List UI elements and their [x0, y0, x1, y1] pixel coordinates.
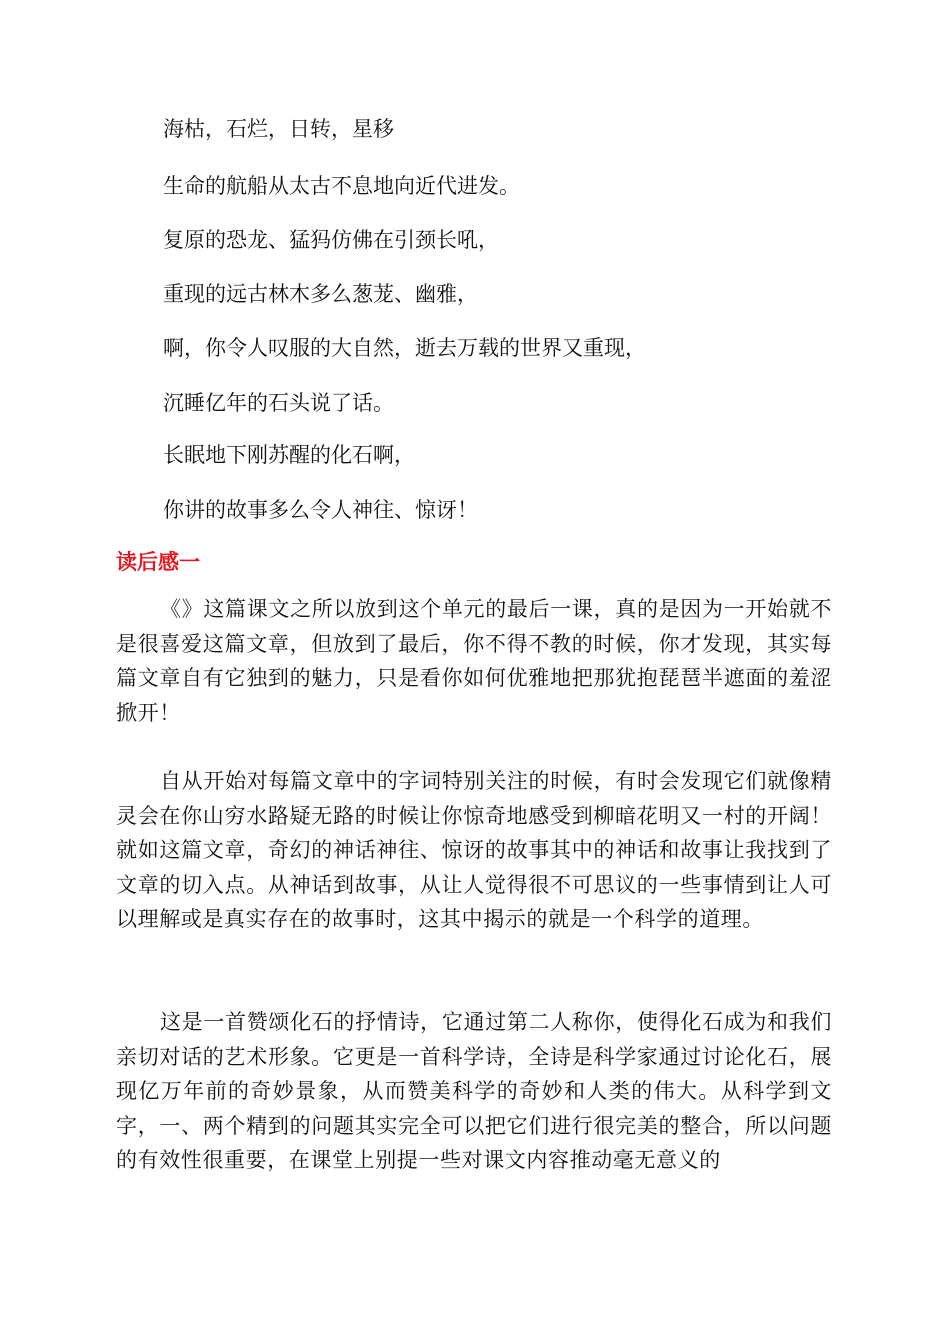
- essay-paragraph: 这是一首赞颂化石的抒情诗，它通过第二人称你，使得化石成为和我们亲切对话的艺术形象。它更是一首科学诗，全诗是科学家通过讨论化石，展现亿万年前的奇妙景象，从而赞美科学的奇妙和人类的伟大。从科学到文字，一、两个精到的问题其实完全可以把它们进行很完美的整合，所以问题的有效性很重要，在课堂上别提一些对课文内容推动毫无意义的: [116, 1010, 832, 1172]
- poem-line: 沉睡亿年的石头说了话。: [163, 391, 394, 415]
- poem-line: 啊，你令人叹服的大自然，逝去万载的世界又重现，: [163, 336, 646, 360]
- section-heading: 读后感一: [116, 550, 200, 574]
- essay-paragraph: 自从开始对每篇文章中的字词特别关注的时候，有时会发现它们就像精灵会在你山穷水路疑无路的时候让你惊奇地感受到柳暗花明又一村的开阔！就如这篇文章，奇幻的神话神往、惊讶的故事其中的神话和故事让我找到了文章的切入点。从神话到故事，从让人觉得很不可思议的一些事情到让人可以理解或是真实存在的故事时，这其中揭示的就是一个科学的道理。: [116, 769, 832, 931]
- poem-line: 复原的恐龙、猛犸仿佛在引颈长吼，: [163, 228, 499, 252]
- poem-line: 长眠地下刚苏醒的化石啊，: [163, 443, 415, 467]
- poem-line: 生命的航船从太古不息地向近代进发。: [163, 174, 520, 198]
- poem-line: 你讲的故事多么令人神往、惊讶！: [163, 498, 478, 522]
- poem-line: 重现的远古林木多么葱茏、幽雅，: [163, 282, 478, 306]
- poem-line: 海枯，石烂，日转，星移: [163, 117, 394, 141]
- essay-paragraph: 《》这篇课文之所以放到这个单元的最后一课，真的是因为一开始就不是很喜爱这篇文章，但放到了最后，你不得不教的时候，你才发现，其实每篇文章自有它独到的魅力，只是看你如何优雅地把那犹抱琵琶半遮面的羞涩掀开！: [116, 597, 832, 725]
